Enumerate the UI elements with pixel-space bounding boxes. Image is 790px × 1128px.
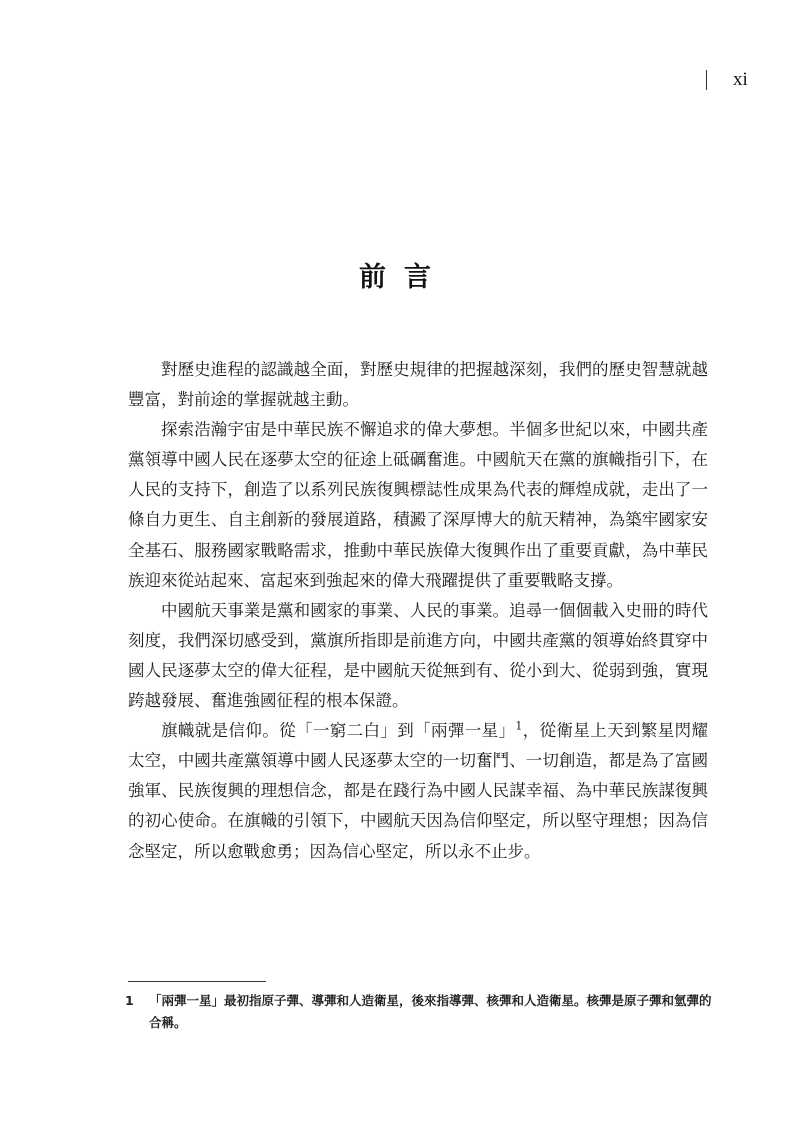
paragraph-1: 對歷史進程的認識越全面，對歷史規律的把握越深刻，我們的歷史智慧就越豐富，對前途的掌握就越主動。: [128, 360, 708, 410]
footnote-reference[interactable]: 1: [515, 719, 523, 733]
footnote: [125, 990, 715, 1034]
footnote-separator: [128, 981, 266, 982]
paragraph-3: 中國航天事業是黨和國家的事業、人民的事業。追尋一個個載入史冊的時代刻度，我們深切感受到，黨旗所指即是前進方向，中國共產黨的領導始終貫穿中國人民逐夢太空的偉大征程，是中國航天從無到有、從小到大、從弱到強，實現跨越發展、奮進強國征程的根本保證。: [128, 600, 708, 711]
paragraph-4-end: ，從衛星上天到繁星閃耀太空，中國共產黨領導中國人民逐夢太空的一切奮鬥、一切創造，都是為了富國強軍、民族復興的理想信念，都是在踐行為中國人民謀幸福、為中華民族謀復興的初心使命。在旗幟的引領下，中國航天因為信仰堅定，所以堅守理想；因為信念堅定，所以愈戰愈勇；因為信心堅定，所以永不止步。: [128, 721, 708, 861]
paragraph-4-start: 旗幟就是信仰。從「一窮二白」到「兩彈一星」: [161, 721, 516, 741]
paragraph-4: [128, 716, 708, 866]
footnote-marker: 1: [125, 993, 134, 1008]
page-number: xi: [733, 69, 748, 90]
paragraph-2: 探索浩瀚宇宙是中華民族不懈追求的偉大夢想。半個多世紀以來，中國共產黨領導中國人民在逐夢太空的征途上砥礪奮進。中國航天在黨的旗幟指引下，在人民的支持下，創造了以系列民族復興標誌性成果為代表的輝煌成就，走出了一條自力更生、自主創新的發展道路，積澱了深厚博大的航天精神，為築牢國家安全基石、服務國家戰略需求，推動中華民族偉大復興作出了重要貢獻，為中華民族迎來從站起來、富起來到強起來的偉大飛躍提供了重要戰略支撐。: [128, 420, 708, 590]
page-title: 前言: [359, 262, 449, 294]
footnote-text: 「兩彈一星」最初指原子彈、導彈和人造衛星，後來指導彈、核彈和人造衛星。核彈是原子彈和氫彈的合稱。: [149, 993, 712, 1030]
header-rule: [706, 70, 707, 90]
body-text: [128, 355, 708, 867]
